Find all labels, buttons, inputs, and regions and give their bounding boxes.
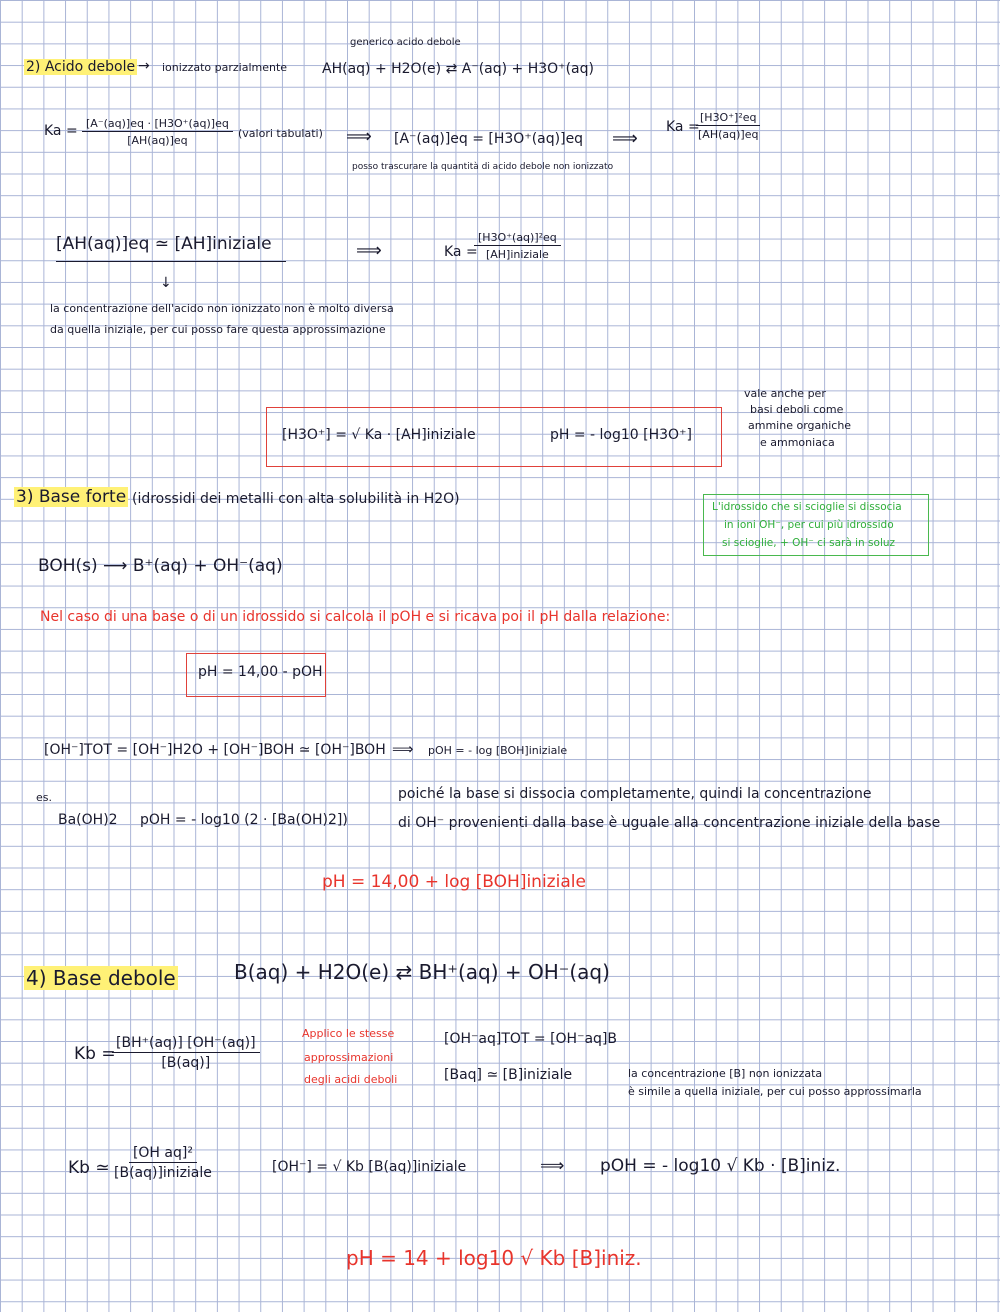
oh-total-formula: [OH⁻]TOT = [OH⁻]H2O + [OH⁻]BOH ≃ [OH⁻]BOH [44, 742, 386, 758]
ph-formula: pH = - log10 [H3O⁺] [550, 427, 692, 443]
implies-arrow: ⟹ [540, 1156, 565, 1176]
implies-arrow: ⟹ [612, 128, 638, 149]
implies-arrow: ⟹ [356, 240, 382, 261]
ka2-denominator: [AH(aq)]eq [698, 128, 759, 141]
oh-total-weak-base: [OH⁻aq]TOT = [OH⁻aq]B [444, 1031, 618, 1047]
side-note-line4: e ammoniaca [760, 436, 835, 449]
section-4-heading: 4) Base debole [26, 966, 176, 990]
red-note-line1: Applico le stesse [302, 1027, 395, 1040]
weak-acid-description: ionizzato parzialmente [162, 61, 288, 74]
ka-label: Ka = [44, 123, 78, 139]
ka3-denominator: [AH]iniziale [485, 248, 549, 261]
b-note-line1: la concentrazione [B] non ionizzata [628, 1067, 823, 1080]
green-note-line3: si scioglie, + OH⁻ ci sarà in soluz [722, 537, 896, 549]
oh-weak-base-formula: [OH⁻] = √ Kb [B(aq)]iniziale [272, 1159, 467, 1175]
equal-concentrations: [A⁻(aq)]eq = [H3O⁺(aq)]eq [394, 131, 584, 147]
red-note-line3: degli acidi deboli [304, 1073, 398, 1086]
kb-denominator: [B(aq)] [161, 1055, 211, 1071]
ka-fraction [82, 118, 233, 146]
red-note-poh: Nel caso di una base o di un idrossido si calcola il pOH e si ricava poi il pH dalla relazione: [40, 609, 671, 625]
approximation-note-line1: la concentrazione dell'acido non ionizzato non è molto diversa [50, 302, 394, 315]
kb2-fraction [114, 1146, 212, 1180]
b-note-line2: è simile a quella iniziale, per cui posso approssimarla [628, 1085, 922, 1098]
side-note-line3: ammine organiche [748, 419, 852, 432]
kb-numerator: [BH⁺(aq)] [OH⁻(aq)] [112, 1036, 260, 1053]
green-note-line2: in ioni OH⁻, per cui più idrossido [724, 519, 894, 531]
poh-strong-base: pOH = - log [BOH]iniziale [428, 744, 568, 757]
ph-strong-base-final: pH = 14,00 + log [BOH]iniziale [322, 872, 586, 892]
ka2-label: Ka = [666, 119, 700, 135]
ph-poh-formula: pH = 14,00 - pOH [198, 664, 323, 680]
example-formula: Ba(OH)2 [58, 812, 118, 828]
arrow: → [138, 58, 150, 74]
kb-label: Kb = [74, 1044, 116, 1064]
ka2-fraction [696, 112, 760, 140]
ka2-numerator: [H3O⁺]²eq [696, 112, 760, 126]
ka3-fraction [474, 232, 561, 260]
implies-arrow: ⟹ [392, 740, 414, 758]
red-note-line2: approssimazioni [304, 1051, 394, 1064]
ka3-numerator: [H3O⁺(aq)]²eq [474, 232, 561, 246]
approximation: [AH(aq)]eq ≃ [AH]iniziale [56, 236, 286, 262]
weak-base-reaction: B(aq) + H2O(e) ⇄ BH⁺(aq) + OH⁻(aq) [234, 960, 610, 984]
example-label: es. [36, 791, 52, 804]
green-note-line1: L'idrossido che si scioglie si dissocia [712, 501, 902, 513]
ka3-label: Ka = [444, 244, 478, 260]
section-2-heading: 2) Acido debole [26, 59, 136, 75]
kb-fraction [112, 1036, 260, 1070]
implies-arrow: ⟹ [346, 126, 372, 147]
weak-acid-reaction: AH(aq) + H2O(e) ⇄ A⁻(aq) + H3O⁺(aq) [322, 61, 594, 77]
example-poh: pOH = - log10 (2 · [Ba(OH)2]) [140, 812, 348, 828]
h3o-formula: [H3O⁺] = √ Ka · [AH]iniziale [282, 427, 476, 443]
ka-numerator: [A⁻(aq)]eq · [H3O⁺(aq)]eq [82, 118, 233, 132]
explanation-line2: di OH⁻ provenienti dalla base è uguale alla concentrazione iniziale della base [398, 815, 941, 831]
kb2-denominator: [B(aq)]iniziale [114, 1165, 212, 1181]
b-approximation: [Baq] ≃ [B]iniziale [444, 1067, 573, 1083]
side-note-line2: basi deboli come [750, 403, 844, 416]
strong-base-reaction: BOH(s) ⟶ B⁺(aq) + OH⁻(aq) [38, 556, 283, 576]
kb2-numerator: [OH aq]² [129, 1146, 197, 1163]
tabulated-note: (valori tabulati) [238, 127, 323, 140]
approximation-note-line2: da quella iniziale, per cui posso fare questa approssimazione [50, 323, 386, 336]
poh-weak-base: pOH = - log10 √ Kb · [B]iniz. [600, 1156, 841, 1176]
section-3-heading: 3) Base forte [16, 487, 127, 507]
explanation-line1: poiché la base si dissocia completamente, quindi la concentrazione [398, 786, 872, 802]
generic-acid-note: generico acido debole [350, 37, 461, 48]
side-note-line1: vale anche per [744, 387, 826, 400]
ka-denominator: [AH(aq)]eq [127, 134, 188, 147]
neglect-note: posso trascurare la quantità di acido debole non ionizzato [352, 162, 614, 172]
strong-base-description: (idrossidi dei metalli con alta solubilità in H2O) [132, 491, 460, 507]
kb2-label: Kb ≃ [68, 1158, 110, 1178]
ph-weak-base-final: pH = 14 + log10 √ Kb [B]iniz. [346, 1246, 642, 1270]
down-arrow: ↓ [160, 275, 172, 291]
